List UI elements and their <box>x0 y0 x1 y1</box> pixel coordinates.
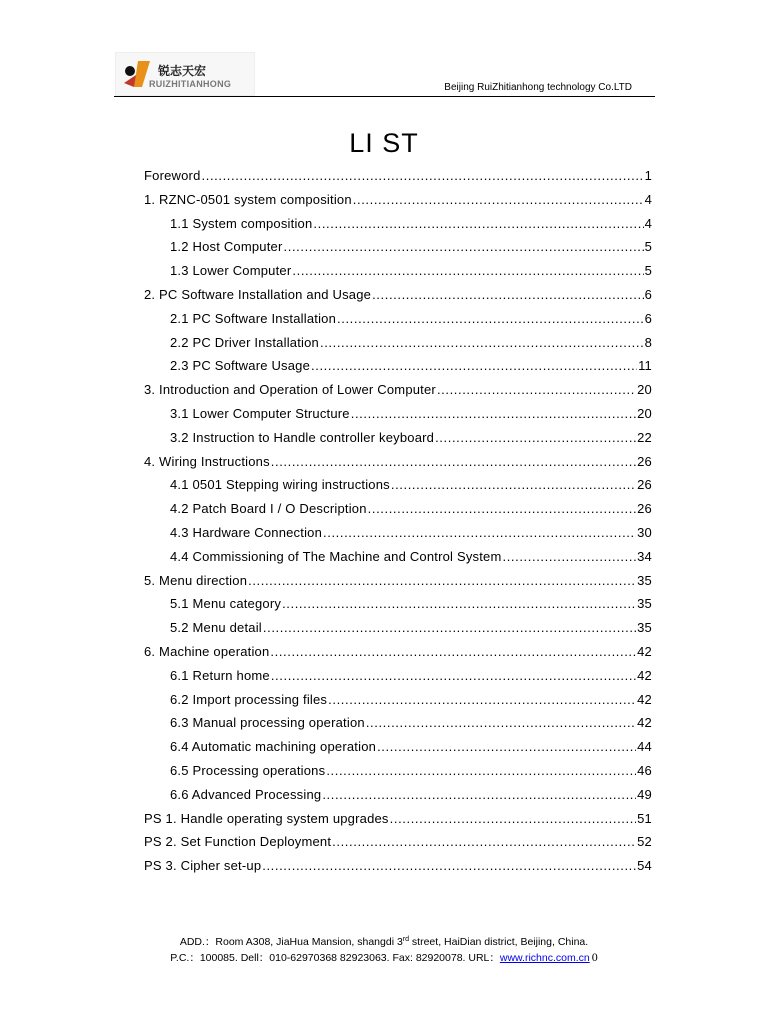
toc-entry-page: 26 <box>637 501 652 517</box>
toc-leader-dots <box>366 715 636 730</box>
toc-leader-dots <box>328 692 636 707</box>
toc-entry-page: 35 <box>637 620 652 636</box>
toc-leader-dots <box>326 763 636 778</box>
toc-entry-label: 6.4 Automatic machining operation <box>170 739 377 755</box>
toc-entry[interactable] <box>144 358 652 382</box>
toc-leader-dots <box>271 668 636 683</box>
toc-entry[interactable] <box>144 263 652 287</box>
toc-entry-page: 42 <box>637 715 652 731</box>
toc-entry-page: 5 <box>644 263 652 279</box>
contact-text: P.C.：100085. Dell：010-62970368 82923063. Fax: 82920078. URL： <box>170 952 500 964</box>
toc-entry[interactable] <box>144 692 652 716</box>
logo-chinese-text: 锐志天宏 <box>158 64 207 78</box>
toc-leader-dots <box>262 858 636 873</box>
toc-entry[interactable] <box>144 620 652 644</box>
footer-address <box>0 935 768 950</box>
toc-leader-dots <box>323 525 636 540</box>
toc-entry-page: 22 <box>637 429 652 445</box>
toc-entry[interactable] <box>144 644 652 668</box>
toc-leader-dots <box>282 596 636 611</box>
toc-entry-label: 4.2 Patch Board I / O Description <box>170 501 367 517</box>
toc-entry-page: 42 <box>637 667 652 683</box>
toc-leader-dots <box>351 406 636 421</box>
toc-leader-dots <box>391 477 636 492</box>
toc-entry[interactable] <box>144 811 652 835</box>
toc-entry-page: 26 <box>637 453 652 469</box>
toc-entry-page: 42 <box>637 643 652 659</box>
toc-entry-page: 35 <box>637 596 652 612</box>
toc-entry-label: 4.1 0501 Stepping wiring instructions <box>170 477 390 493</box>
toc-entry[interactable] <box>144 216 652 240</box>
toc-entry[interactable] <box>144 192 652 216</box>
header-divider <box>114 96 655 97</box>
toc-entry[interactable] <box>144 454 652 478</box>
toc-entry-label: 1. RZNC-0501 system composition <box>144 191 352 207</box>
toc-entry[interactable] <box>144 168 652 192</box>
toc-entry[interactable] <box>144 311 652 335</box>
toc-entry[interactable] <box>144 834 652 858</box>
website-link[interactable]: www.richnc.com.cn <box>499 952 590 964</box>
toc-leader-dots <box>390 811 636 826</box>
toc-entry-label: PS 3. Cipher set-up <box>144 858 262 874</box>
toc-entry[interactable] <box>144 477 652 501</box>
toc-entry-page: 52 <box>637 834 652 850</box>
toc-entry-label: 6.2 Import processing files <box>170 691 328 707</box>
toc-entry-page: 4 <box>644 215 652 231</box>
toc-entry-page: 49 <box>637 786 652 802</box>
toc-entry[interactable] <box>144 858 652 882</box>
page-title: LI ST <box>349 128 419 158</box>
toc-leader-dots <box>322 787 636 802</box>
toc-entry[interactable] <box>144 573 652 597</box>
toc-entry[interactable] <box>144 335 652 359</box>
toc-leader-dots <box>248 573 636 588</box>
toc-entry-label: 3.2 Instruction to Handle controller keyboard <box>170 429 435 445</box>
toc-entry[interactable] <box>144 406 652 430</box>
toc-entry[interactable] <box>144 287 652 311</box>
toc-entry[interactable] <box>144 430 652 454</box>
toc-entry-page: 20 <box>637 382 652 398</box>
toc-entry[interactable] <box>144 382 652 406</box>
toc-entry-label: 2. PC Software Installation and Usage <box>144 286 372 302</box>
toc-entry-page: 8 <box>644 334 652 350</box>
toc-entry-page: 42 <box>637 691 652 707</box>
toc-leader-dots <box>337 311 644 326</box>
company-name: Beijing RuiZhitianhong technology Co.LTD <box>444 82 632 93</box>
toc-entry-label: 6.1 Return home <box>170 667 270 683</box>
toc-entry-page: 20 <box>637 405 652 421</box>
toc-entry[interactable] <box>144 525 652 549</box>
toc-entry-label: Foreword <box>144 168 201 183</box>
toc-entry-label: 6.3 Manual processing operation <box>170 715 365 731</box>
logo-english-text: RUIZHITIANHONG <box>149 79 232 89</box>
toc-leader-dots <box>270 644 636 659</box>
page-number: 0 <box>591 950 598 964</box>
address-suffix: street, HaiDian district, Beijing, China. <box>409 936 589 948</box>
toc-entry[interactable] <box>144 787 652 811</box>
toc-leader-dots <box>284 239 644 254</box>
toc-leader-dots <box>263 620 636 635</box>
toc-entry-page: 30 <box>637 524 652 540</box>
toc-leader-dots <box>377 739 636 754</box>
footer-contact <box>0 950 768 966</box>
toc-entry-label: 6. Machine operation <box>144 643 270 659</box>
toc-entry-label: 3. Introduction and Operation of Lower Computer <box>144 382 436 398</box>
toc-leader-dots <box>437 382 636 397</box>
toc-leader-dots <box>271 454 636 469</box>
toc-entry-label: 6.5 Processing operations <box>170 762 326 778</box>
toc-entry[interactable] <box>144 501 652 525</box>
toc-entry-label: 1.1 System composition <box>170 215 313 231</box>
toc-leader-dots <box>202 168 644 183</box>
toc-entry[interactable] <box>144 763 652 787</box>
toc-entry[interactable] <box>144 739 652 763</box>
toc-entry-label: 5.1 Menu category <box>170 596 282 612</box>
address-prefix: ADD.：Room A308, JiaHua Mansion, shangdi 3 <box>179 936 403 948</box>
toc-entry-page: 34 <box>637 548 652 564</box>
toc-entry-label: 2.2 PC Driver Installation <box>170 334 319 350</box>
toc-entry-label: 4.4 Commissioning of The Machine and Control System <box>170 548 502 564</box>
toc-leader-dots <box>311 358 637 373</box>
toc-entry[interactable] <box>144 239 652 263</box>
table-of-contents <box>144 168 652 882</box>
toc-leader-dots <box>292 263 643 278</box>
toc-leader-dots <box>435 430 636 445</box>
toc-entry-page: 4 <box>644 191 652 207</box>
toc-entry-label: PS 1. Handle operating system upgrades <box>144 810 389 826</box>
toc-entry-label: 3.1 Lower Computer Structure <box>170 405 350 421</box>
toc-entry-label: PS 2. Set Function Deployment <box>144 834 332 850</box>
toc-entry[interactable] <box>144 715 652 739</box>
toc-entry-page: 6 <box>644 286 652 302</box>
footer <box>0 935 768 966</box>
toc-entry-label: 2.1 PC Software Installation <box>170 310 337 326</box>
toc-leader-dots <box>503 549 637 564</box>
toc-entry-page: 5 <box>644 239 652 255</box>
toc-entry-label: 4.3 Hardware Connection <box>170 524 323 540</box>
company-logo <box>115 52 255 96</box>
toc-leader-dots <box>368 501 636 516</box>
toc-entry-page: 1 <box>644 168 652 183</box>
toc-entry-page: 35 <box>637 572 652 588</box>
toc-entry-label: 2.3 PC Software Usage <box>170 358 311 374</box>
toc-entry-page: 11 <box>638 358 652 374</box>
toc-entry-page: 46 <box>637 762 652 778</box>
toc-entry-page: 54 <box>637 858 652 874</box>
toc-entry-page: 26 <box>637 477 652 493</box>
toc-leader-dots <box>332 834 636 849</box>
toc-entry[interactable] <box>144 596 652 620</box>
toc-leader-dots <box>313 216 643 231</box>
toc-entry-page: 51 <box>637 810 652 826</box>
toc-leader-dots <box>353 192 644 207</box>
toc-entry-label: 1.3 Lower Computer <box>170 263 292 279</box>
toc-entry-label: 5. Menu direction <box>144 572 248 588</box>
toc-leader-dots <box>372 287 643 302</box>
toc-entry-label: 5.2 Menu detail <box>170 620 262 636</box>
toc-entry[interactable] <box>144 668 652 692</box>
toc-entry-label: 4. Wiring Instructions <box>144 453 270 469</box>
toc-entry-page: 44 <box>637 739 652 755</box>
address-superscript: rd <box>402 936 410 943</box>
toc-entry-label: 6.6 Advanced Processing <box>170 786 322 802</box>
toc-leader-dots <box>320 335 644 350</box>
toc-entry-label: 1.2 Host Computer <box>170 239 283 255</box>
toc-entry[interactable] <box>144 549 652 573</box>
toc-entry-page: 6 <box>644 310 652 326</box>
